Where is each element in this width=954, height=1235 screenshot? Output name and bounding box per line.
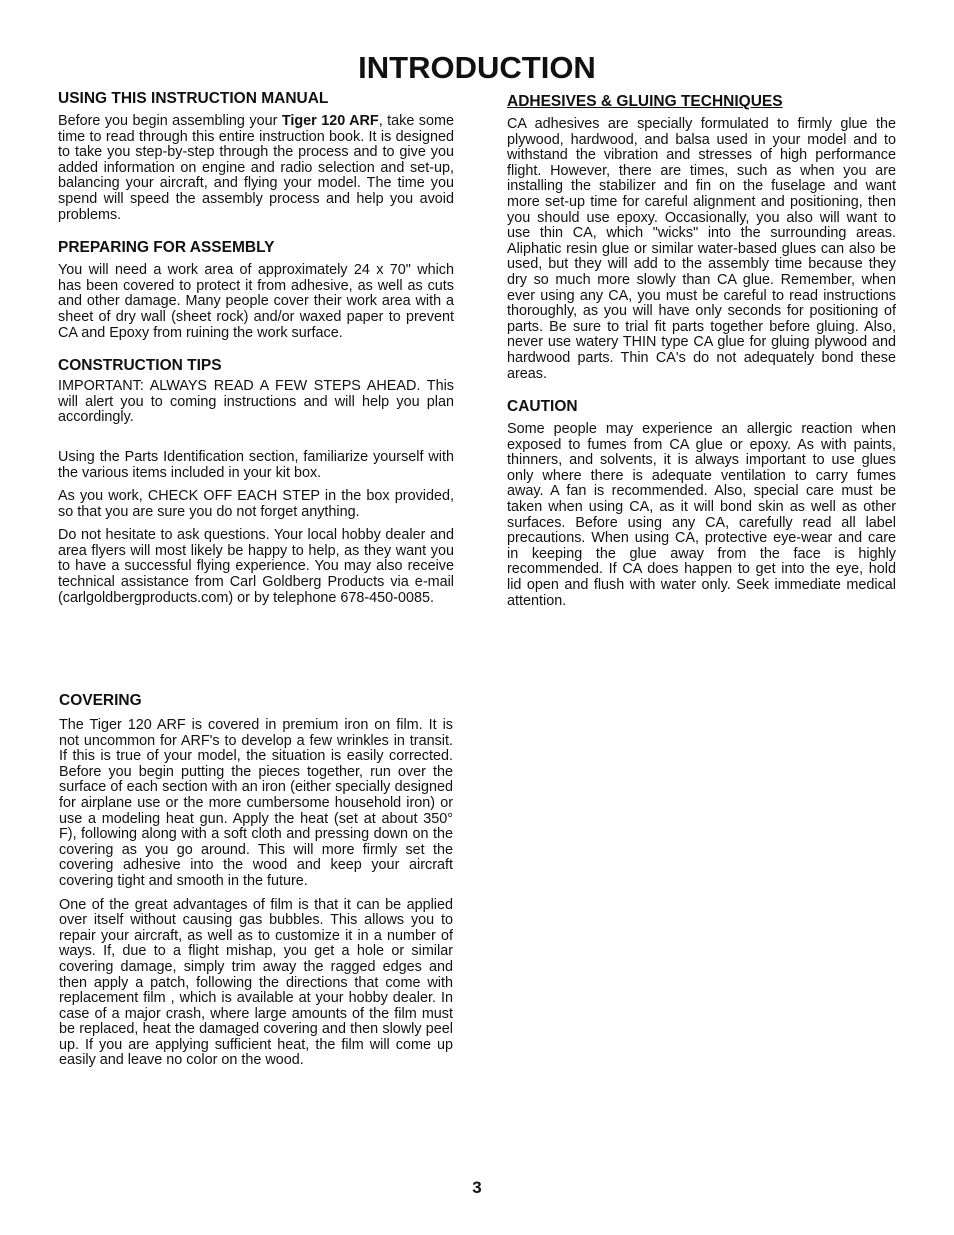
section-using-manual — [58, 90, 454, 223]
page-number: 3 — [472, 1178, 482, 1197]
section-construction-tips — [58, 357, 454, 606]
right-column — [507, 93, 896, 617]
heading-caution: CAUTION — [507, 398, 578, 416]
paragraph-tips-important: IMPORTANT: ALWAYS READ A FEW STEPS AHEAD. This will alert you to coming instructions and will help you plan accordingly. — [58, 378, 454, 426]
paragraph-covering-1: The Tiger 120 ARF is covered in premium iron on film. It is not uncommon for ARF's to develop a few wrinkles in transit. If this is true of your model, the situation is easily corrected. Before you begin putting the pieces together, run over the surface of each section with an iron (either specially designed for airplane use or the more cumbersome household iron) or use a modeling heat gun. Apply the heat (set at about 350° F), following along with a soft cloth and pressing down on the covering as you go around. This will more firmly set the covering adhesive into the wood and keep your aircraft covering tight and smooth in the future. — [59, 717, 453, 889]
section-caution — [507, 398, 896, 609]
heading-covering: COVERING — [59, 692, 142, 709]
product-name: Tiger 120 ARF — [281, 113, 379, 129]
left-column — [58, 90, 454, 614]
paragraph-tips-parts: Using the Parts Identification section, familiarize yourself with the various items included in your kit box. — [58, 448, 454, 481]
paragraph-tips-questions: Do not hesitate to ask questions. Your local hobby dealer and area flyers will most likely be happy to help, as they want you to have a successful flying experience. You may also receive technical assistance from Carl Goldberg Products via e-mail (carlgoldbergproducts.com) or by telephone 678-450-0085. — [58, 527, 454, 606]
section-covering — [59, 692, 453, 1069]
heading-construction-tips: CONSTRUCTION TIPS — [58, 357, 222, 375]
section-preparing — [58, 239, 454, 341]
paragraph-caution: Some people may experience an allergic reaction when exposed to fumes from CA glue or epoxy. As with paints, thinners, and solvents, it is always important to use glues only where there is adequate ventilation to carry fumes away. A fan is recommended. Also, special care must be taken when using CA, as it will bond skin as well as other surfaces. Before using any CA, carefully read all label precautions. When using CA, protective eye-wear and care in keeping the glue away from the face is highly recommended. If CA does happen to get into the eye, hold lid open and flush with water only. Seek immediate medical attention. — [507, 421, 896, 609]
covering-column — [59, 692, 453, 1077]
heading-adhesives: ADHESIVES & GLUING TECHNIQUES — [507, 93, 783, 110]
manual-text-before: Before you begin assembling your — [58, 113, 282, 129]
paragraph-using-manual — [58, 114, 454, 223]
page-title: INTRODUCTION — [358, 50, 596, 85]
heading-using-manual: USING THIS INSTRUCTION MANUAL — [58, 90, 329, 107]
manual-text-after: , take some time to read through this entire instruction book. It is designed to take you step-by-step through the process and to give you added information on engine and radio selection and set-up, balancing your aircraft, and flying your model. The time you spend will speed the assembly process and help you avoid problems. — [58, 113, 454, 223]
heading-preparing: PREPARING FOR ASSEMBLY — [58, 239, 275, 257]
paragraph-preparing: You will need a work area of approximately 24 x 70" which has been covered to protect it from adhesive, as well as cuts and other damage. Many people cover their work area with a sheet of dry wall (sheet rock) and/or waxed paper to prevent CA and Epoxy from ruining the work surface. — [58, 262, 454, 341]
paragraph-covering-2: One of the great advantages of film is that it can be applied over itself without causing gas bubbles. This allows you to repair your aircraft, as well as to customize it in a number of ways. If, due to a flight mishap, you get a hole or similar covering damage, simply trim away the ragged edges and then apply a patch, following the directions that come with replacement film , which is available at your hobby dealer. In case of a major crash, where large amounts of the film must be replaced, heat the damaged covering and then slowly peel up. If you are applying sufficient heat, the film will come up easily and leave no color on the wood. — [59, 896, 453, 1069]
paragraph-adhesives: CA adhesives are specially formulated to firmly glue the plywood, hardwood, and balsa used in your model and to withstand the vibration and stresses of high performance flight. However, there are times, such as when you are installing the stabilizer and fin on the fuselage and want more set-up time for careful alignment and positioning, then you should use epoxy. Occasionally, you also will want to use thin CA, which "wicks" into the surrounding areas. Aliphatic resin glue or similar water-based glues can also be used, but they will add to the assembly time because they dry so much more slowly than CA glue. Remember, when ever using any CA, you must be careful to read instructions thoroughly, as you will have only seconds for positioning of parts. Be sure to trial fit parts together before gluing. Also, never use watery THIN type CA glue for gluing plywood and hardwood parts. Thin CA's do not adequately bond these areas. — [507, 116, 896, 382]
paragraph-tips-check-off: As you work, CHECK OFF EACH STEP in the box provided, so that you are sure you do not forget anything. — [58, 488, 454, 520]
section-adhesives — [507, 93, 896, 382]
